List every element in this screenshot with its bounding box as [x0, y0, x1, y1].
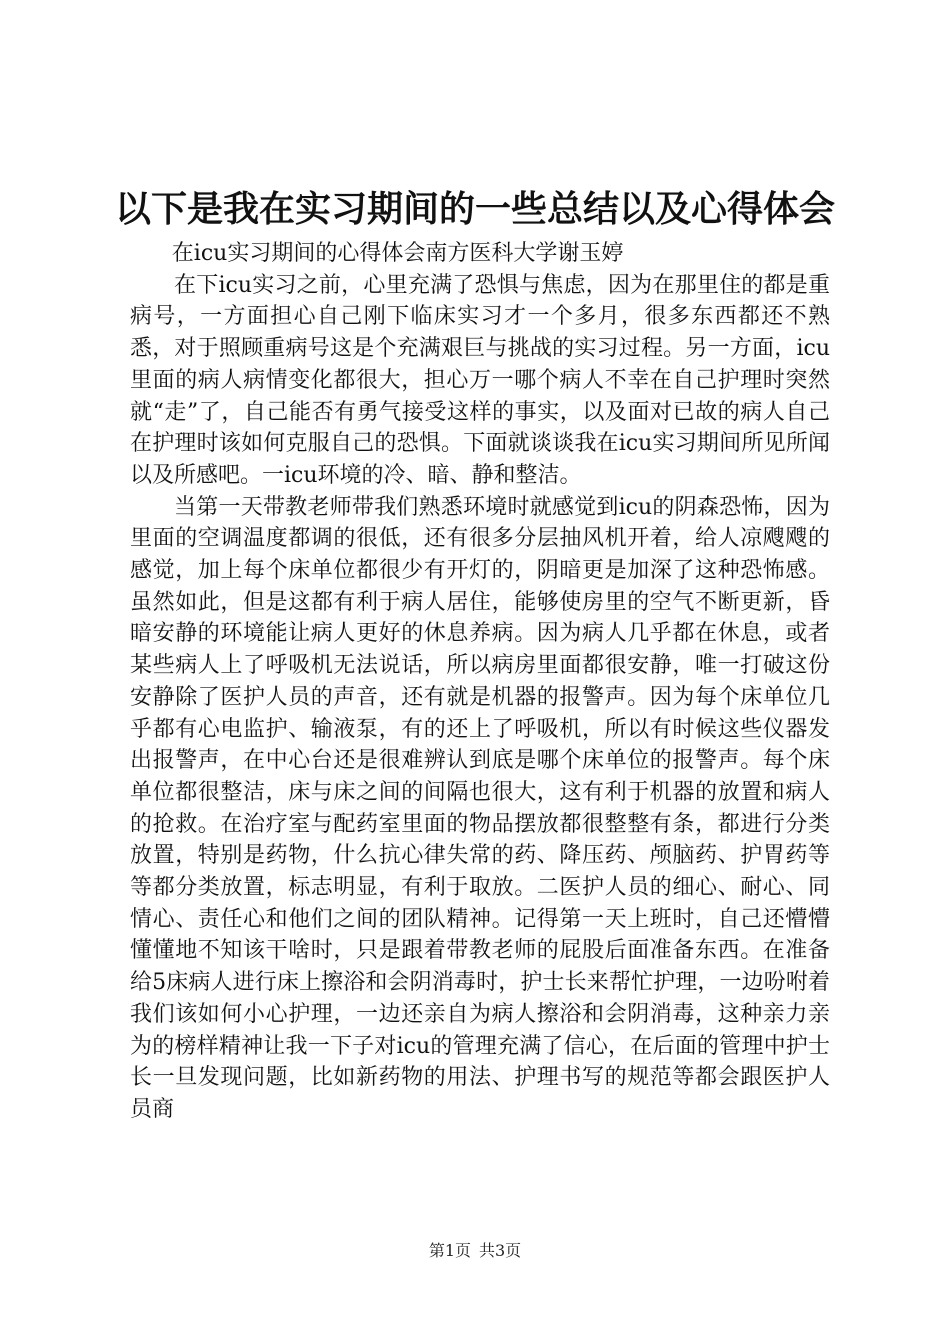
document-body: [130, 238, 830, 1126]
document-subtitle: 在icu实习期间的心得体会南方医科大学谢玉婷: [171, 241, 624, 266]
paragraph-2: 当第一天带教老师带我们熟悉环境时就感觉到icu的阴森恐怖，因为里面的空调温度都调的很低，还有很多分层抽风机开着，给人凉飕飕的感觉，加上每个床单位都很少有开灯的，阴暗更是加深了这种恐怖感。虽然如此，但是这都有利于病人居住，能够使房里的空气不断更新，昏暗安静的环境能让病人更好的休息养病。因为病人几乎都在休息，或者某些病人上了呼吸机无法说话，所以病房里面都很安静，唯一打破这份安静除了医护人员的声音，还有就是机器的报警声。因为每个床单位几乎都有心电监护、输液泵，有的还上了呼吸机，所以有时候这些仪器发出报警声，在中心台还是很难辨认到底是哪个床单位的报警声。每个床单位都很整洁，床与床之间的间隔也很大，这有利于机器的放置和病人的抢救。在治疗室与配药室里面的物品摆放都很整整有条，都进行分类放置，特别是药物，什么抗心律失常的药、降压药、颅脑药、护胃药等等都分类放置，标志明显，有利于取放。二医护人员的细心、耐心、同情心、责任心和他们之间的团队精神。记得第一天上班时，自己还懵懵懂懂地不知该干啥时，只是跟着带教老师的屁股后面准备东西。在准备给5床病人进行床上擦浴和会阴消毒时，护士长来帮忙护理，一边吩咐着我们该如何小心护理，一边还亲自为病人擦浴和会阴消毒，这种亲力亲为的榜样精神让我一下子对icu的管理充满了信心，在后面的管理中护士长一旦发现问题，比如新药物的用法、护理书写的规范等都会跟医护人员商: [130, 494, 830, 1122]
page-number: 第1页: [428, 1241, 471, 1260]
page-total: 共3页: [479, 1241, 522, 1260]
page-footer: [0, 1240, 950, 1262]
paragraph-1: 在下icu实习之前，心里充满了恐惧与焦虑，因为在那里住的都是重病号，一方面担心自己刚下临床实习才一个多月，很多东西都还不熟悉，对于照顾重病号这是个充满艰巨与挑战的实习过程。另一方面，icu里面的病人病情变化都很大，担心万一哪个病人不幸在自己护理时突然就“走”了，自己能否有勇气接受这样的事实，以及面对已故的病人自己在护理时该如何克服自己的恐惧。下面就谈谈我在icu实习期间所见所闻以及所感吧。一icu环境的冷、暗、静和整洁。: [130, 272, 830, 488]
document-title: 以下是我在实习期间的一些总结以及心得体会: [114, 188, 835, 230]
